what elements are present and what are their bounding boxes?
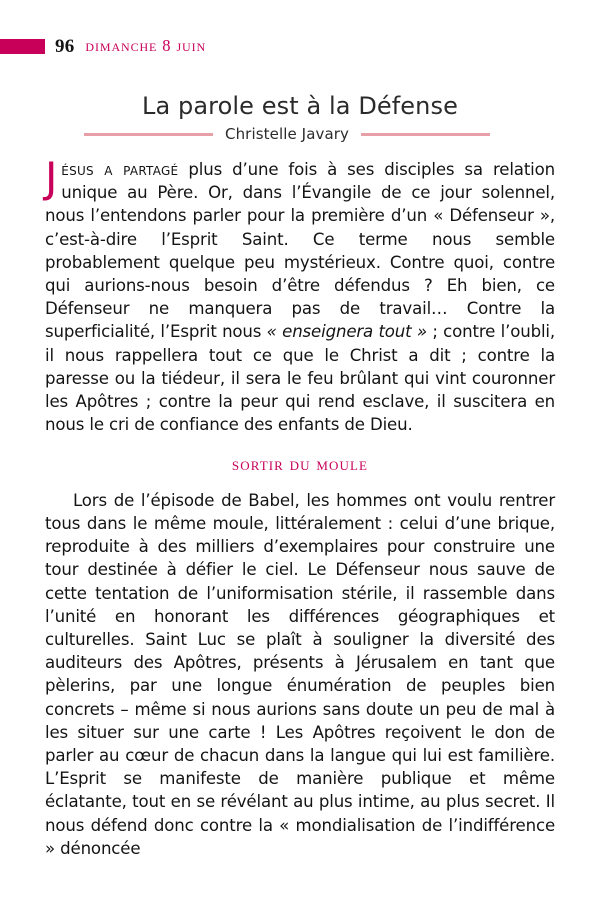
page-folio: 96 (55, 35, 75, 57)
running-head (0, 33, 600, 59)
paragraph-body: Lors de l’épisode de Babel, les hommes ont voulu rentrer tous dans le même moule, littéralement : celui d’une brique, reproduite à des milliers d’exemplaires pour construire une tour destinée à défier le ciel. Le Défenseur nous sauve de cette tentation de l’uniformisation stérile, il rassemble dans l’unité en honorant les différences géographiques et culturelles. Saint Luc se plaît à souligner la diversité des auditeurs des Apôtres, présents à Jérusalem en tant que pèlerins, par une longue énumération de peuples bien concrets – même si nous aurions sans doute un peu de mal à les situer sur une carte ! Les Apôtres reçoivent le don de parler au cœur de chacun dans la langue qui lui est familière. L’Esprit se manifeste de manière publique et même éclatante, tout en se révélant au plus intime, au plus secret. Il nous défend donc contre la « mondialisation de l’indifférence » dénoncée (45, 490, 555, 858)
article-title: La parole est à la Défense (142, 92, 458, 121)
byline-rule-right (361, 133, 490, 136)
italic-quotation: « enseignera tout » (266, 322, 427, 342)
small-caps-opening: ésus a partagé (61, 160, 179, 179)
paragraph-opening-text: plus d’une fois à ses disciples sa relation unique au Père. Or, dans l’Évangile de ce jour solennel, nous l’entendons parler pour la première d’un « Défenseur », c’est-à-dire l’Esprit Saint. Ce terme nous semble probablement quelque peu mystérieux. Contre quoi, contre qui aurions-nous besoin d’être défendus ? Eh bien, ce Défenseur ne manquera pas de travail… Contre la superficialité, l’Esprit nous (45, 160, 556, 342)
paragraph-opening-text-cont: ; contre l’oubli, il nous rappellera tout ce que le Christ a dit ; contre la paresse ou la tiédeur, il sera le feu brûlant qui vint couronner les Apôtres ; contre la peur qui rend esclave, il suscitera en nous le cri de confiance des enfants de Dieu. (45, 322, 555, 435)
paragraph-opening (45, 153, 556, 436)
section-heading: sortir du moule (231, 455, 369, 476)
accent-bar (0, 39, 45, 54)
byline (84, 122, 490, 146)
byline-rule-left (84, 133, 213, 136)
author-name: Christelle Javary (225, 125, 349, 143)
drop-cap: J (45, 153, 58, 202)
body-column (45, 153, 556, 860)
running-head-date: dimanche 8 juin (85, 35, 207, 55)
